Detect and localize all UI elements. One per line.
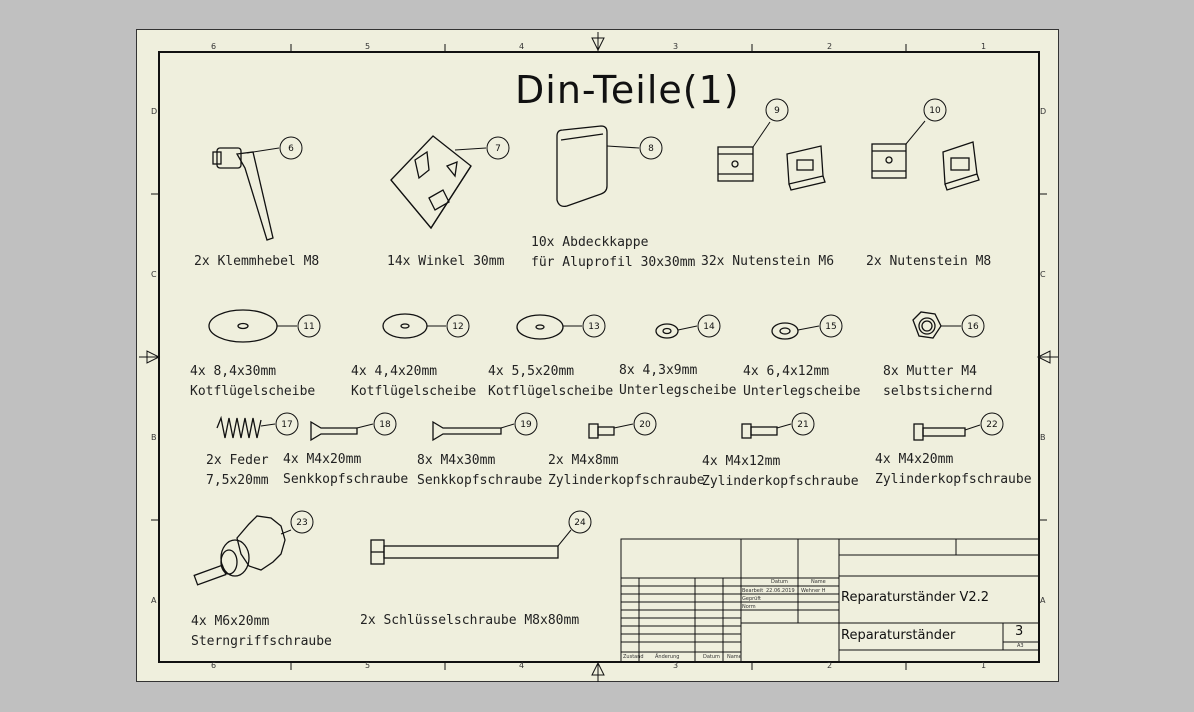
item-balloon [447, 315, 469, 337]
title-block-sheet-size: A3 [1017, 643, 1024, 649]
part-label: 2x Klemmhebel M8 [194, 254, 320, 269]
item-balloon [298, 315, 320, 337]
part-label: 4x 8,4x30mm Kotflügelscheibe [190, 364, 316, 399]
part-label: 4x 5,5x20mm Kotflügelscheibe [488, 364, 614, 399]
part-label: 4x 6,4x12mm Unterlegscheibe [743, 364, 861, 399]
part-label: 8x M4x30mm Senkkopfschraube [417, 453, 543, 488]
item-number: 19 [520, 420, 532, 430]
title-block-date: 22.06.2019 [766, 588, 795, 594]
part-label: 4x M6x20mm Sterngriffschraube [191, 614, 332, 649]
item-number: 12 [452, 322, 464, 332]
title-block-footer-name: Name [727, 654, 742, 660]
part-label: 2x Schlüsselschraube M8x80mm [360, 613, 580, 628]
item-balloon [515, 413, 537, 435]
title-block-footer-datum: Datum [703, 654, 720, 660]
zone-label-col-bottom: 5 [365, 661, 371, 670]
title-block-author: Wehner H [801, 588, 826, 594]
title-block-footer-aenderung: Änderung [655, 654, 680, 660]
part-label: 8x 4,3x9mm Unterlegscheibe [619, 363, 737, 398]
zone-label-row-right: C [1040, 270, 1046, 279]
item-number: 11 [303, 322, 315, 332]
part-label: 4x M4x20mm Zylinderkopfschraube [875, 452, 1032, 487]
zone-label-row: C [151, 270, 157, 279]
part-label: 2x M4x8mm Zylinderkopfschraube [548, 453, 705, 488]
title-block-row-bearb: Bearbeit [742, 588, 764, 594]
title-block-col-name: Name [811, 579, 826, 585]
zone-label-col: 3 [673, 42, 679, 51]
item-number: 22 [986, 420, 998, 430]
item-balloon [276, 413, 298, 435]
item-balloon [291, 511, 313, 533]
title-block-col-datum: Datum [771, 579, 788, 585]
item-balloon [374, 413, 396, 435]
item-number: 6 [288, 144, 294, 154]
part-label: 2x Nutenstein M8 [866, 254, 992, 269]
item-number: 7 [495, 144, 501, 154]
zone-label-col-bottom: 1 [981, 661, 987, 670]
item-balloon [962, 315, 984, 337]
part-label: 4x M4x20mm Senkkopfschraube [283, 452, 409, 487]
drawing-sheet [136, 29, 1059, 682]
item-balloon [981, 413, 1003, 435]
part-label: 8x Mutter M4 selbstsichernd [883, 364, 993, 399]
item-number: 16 [967, 322, 979, 332]
balloon-layer [137, 30, 1060, 683]
zone-label-row: D [151, 107, 158, 116]
part-label: 10x Abdeckkappe für Aluprofil 30x30mm [531, 235, 696, 270]
title-block-drawing-name: Reparaturständer [841, 628, 956, 643]
zone-label-col: 5 [365, 42, 371, 51]
zone-label-row-right: D [1040, 107, 1047, 116]
item-balloon [766, 99, 788, 121]
zone-label-col: 2 [827, 42, 833, 51]
part-label: 14x Winkel 30mm [387, 254, 505, 269]
drawing-title: Din-Teile(1) [515, 68, 740, 112]
item-balloon [280, 137, 302, 159]
title-block-row-gepr: Geprüft [742, 596, 761, 602]
item-number: 18 [379, 420, 391, 430]
item-balloon [487, 137, 509, 159]
zone-label-col: 6 [211, 42, 217, 51]
zone-label-col-bottom: 4 [519, 661, 525, 670]
zone-label-row-right: A [1040, 596, 1046, 605]
zone-label-row: A [151, 596, 157, 605]
item-number: 23 [296, 518, 308, 528]
item-number: 9 [774, 106, 780, 116]
item-number: 17 [281, 420, 293, 430]
item-number: 14 [703, 322, 715, 332]
item-balloon [640, 137, 662, 159]
title-block-row-norm: Norm [742, 604, 756, 610]
item-balloon [634, 413, 656, 435]
item-balloon [698, 315, 720, 337]
zone-label-col-bottom: 6 [211, 661, 217, 670]
item-balloon [569, 511, 591, 533]
item-number: 13 [588, 322, 600, 332]
title-block-sheet-number: 3 [1015, 624, 1024, 639]
zone-label-row: B [151, 433, 157, 442]
item-balloon [792, 413, 814, 435]
item-number: 21 [797, 420, 809, 430]
zone-label-row-right: B [1040, 433, 1046, 442]
zone-label-col: 4 [519, 42, 525, 51]
item-balloon [820, 315, 842, 337]
part-label: 2x Feder 7,5x20mm [206, 453, 269, 488]
item-balloon [924, 99, 946, 121]
zone-label-col: 1 [981, 42, 987, 51]
zone-label-col-bottom: 2 [827, 661, 833, 670]
item-balloon [583, 315, 605, 337]
item-number: 24 [574, 518, 586, 528]
item-number: 10 [929, 106, 941, 116]
title-block-project: Reparaturständer V2.2 [841, 590, 990, 605]
part-label: 4x M4x12mm Zylinderkopfschraube [702, 454, 859, 489]
part-label: 32x Nutenstein M6 [701, 254, 835, 269]
item-number: 15 [825, 322, 837, 332]
item-number: 20 [639, 420, 651, 430]
zone-label-col-bottom: 3 [673, 661, 679, 670]
item-number: 8 [648, 144, 654, 154]
part-label: 4x 4,4x20mm Kotflügelscheibe [351, 364, 477, 399]
title-block-footer-zustand: Zustand [623, 654, 644, 660]
